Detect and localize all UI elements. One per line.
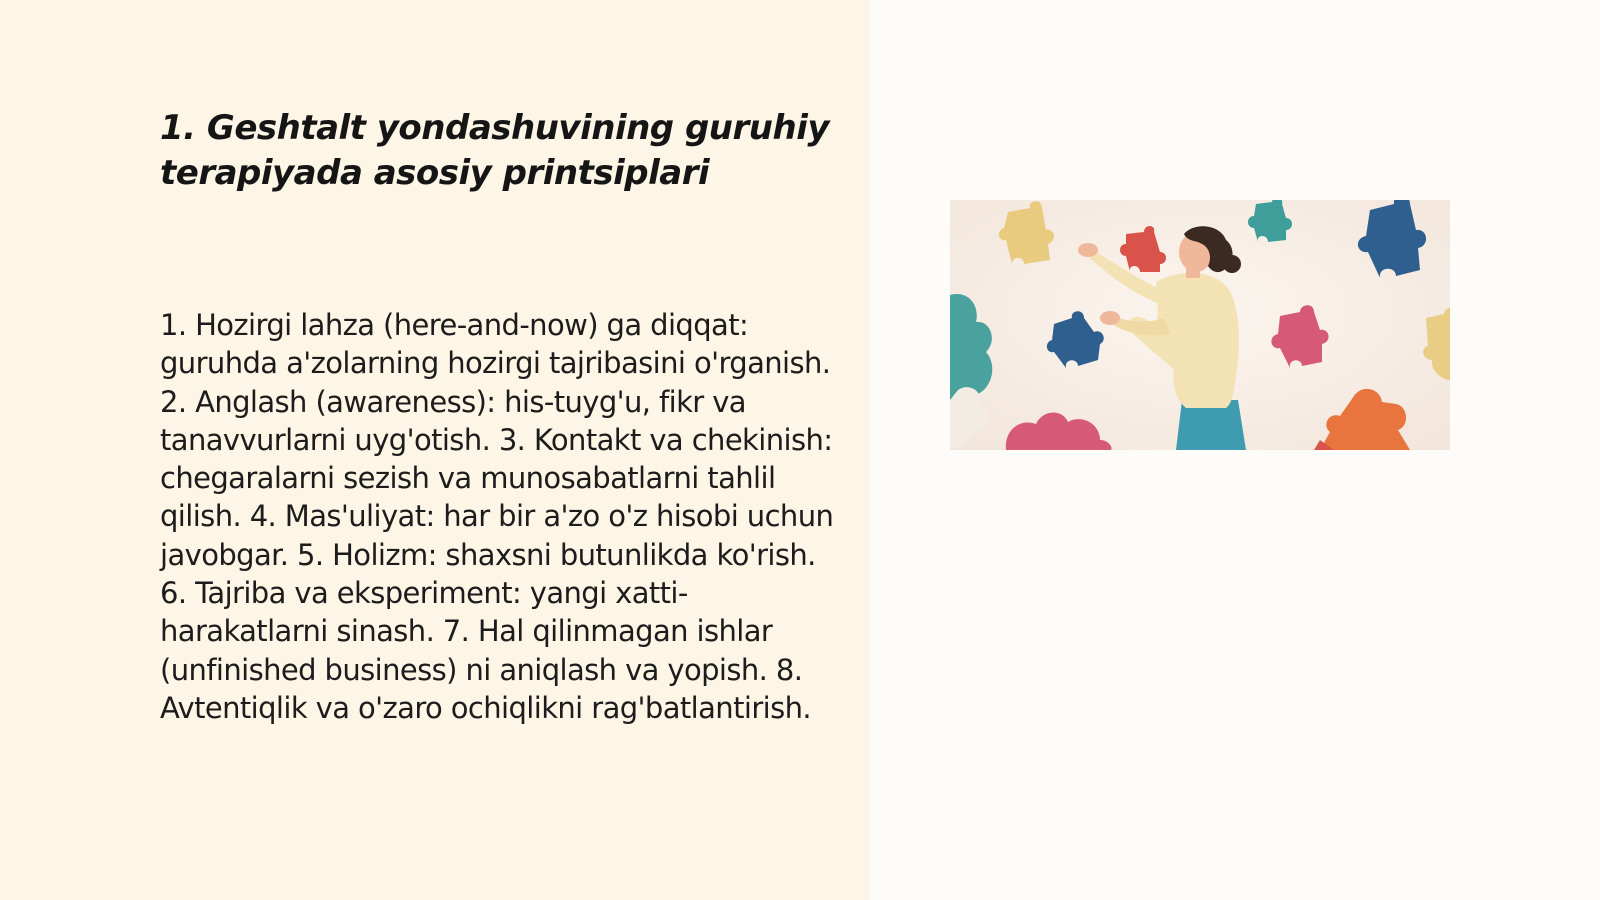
slide-body-text: 1. Hozirgi lahza (here-and-now) ga diqqat: guruhda a'zolarning hozirgi tajribasini o'rganish. 2. Anglash (awareness): his-tuyg'u, fikr va tanavvurlarni uyg'otish. 3. Kontakt va chekinish: chegaralarni sezish va munosabatlarni tahlil qilish. 4. Mas'uliyat: har bir a'zo o'z hisobi uchun javobgar. 5. Holizm: shaxsni butunlikda ko'rish. 6. Tajriba va eksperiment: yangi xatti-harakatlarni sinash. 7. Hal qilinmagan ishlar (unfinished business) ni aniqlash va yopish. 8. Avtentiqlik va o'zaro ochiqlikni rag'batlantirish. xyxy=(160,308,834,725)
puzzle-illustration-svg xyxy=(950,200,1450,450)
person-hand-lower xyxy=(1100,311,1120,325)
person-hand-upper xyxy=(1078,243,1098,257)
right-image-panel xyxy=(870,0,1600,900)
person-with-puzzle-pieces-illustration xyxy=(950,200,1450,450)
slide-title: 1. Geshtalt yondashuvining guruhiy terapiyada asosiy printsiplari xyxy=(160,108,830,193)
person-hair-bun xyxy=(1223,255,1241,273)
